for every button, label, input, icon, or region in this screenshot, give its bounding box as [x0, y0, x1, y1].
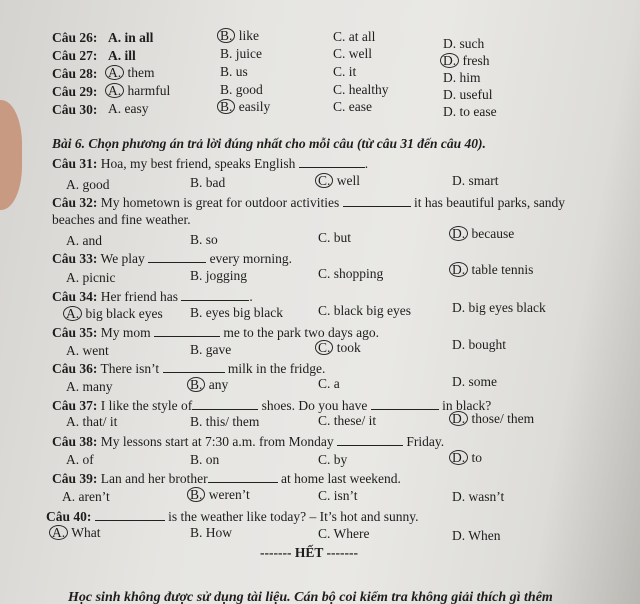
q39-a: A. aren’t: [62, 489, 110, 504]
q33-a: A. picnic: [66, 270, 116, 285]
q27-label: Câu 27:: [52, 48, 98, 63]
q29-label: Câu 29:: [52, 84, 98, 99]
q39-text: Lan and her brother: [100, 471, 208, 486]
q34-label: Câu 34:: [52, 289, 98, 304]
q28-c: C. it: [333, 64, 357, 79]
q28-b: B. us: [220, 64, 248, 79]
q35-d: D. bought: [452, 337, 506, 352]
q33-c: C. shopping: [318, 266, 384, 281]
q40-a-circle: A.: [49, 525, 68, 540]
q30-b: [220, 99, 270, 115]
q33-tail: every morning.: [209, 251, 293, 266]
q38-tail: Friday.: [406, 434, 445, 449]
q34-stem: [52, 288, 253, 305]
q38-a: A. of: [66, 452, 94, 467]
q38-stem: [52, 433, 444, 450]
q31-label: Câu 31:: [52, 156, 98, 171]
q38-d-circle: D.: [449, 450, 468, 465]
q26-b-circle: B.: [217, 28, 235, 43]
q38-d-text: to: [468, 450, 483, 465]
end-marker: ------- HẾT -------: [260, 545, 358, 560]
q36-text: There isn’t: [100, 361, 160, 376]
q40-tail: is the weather like today? – It’s hot and sunny.: [168, 509, 419, 524]
q29-c: C. healthy: [333, 82, 389, 97]
q34-c: C. black big eyes: [318, 303, 411, 318]
section-title: Bài 6. Chọn phương án trả lời đúng nhất cho mỗi câu (từ câu 31 đến câu 40).: [52, 136, 486, 151]
q37-blank2: [371, 397, 439, 410]
q33-blank: [148, 250, 206, 263]
q30-a: A. easy: [108, 101, 149, 116]
q37-a: A. that/ it: [66, 414, 118, 429]
q29-b: B. good: [220, 82, 263, 97]
q38-d: [452, 450, 482, 466]
q28-a: [108, 65, 155, 81]
q34-blank: [181, 288, 249, 301]
q32-cont: beaches and fine weather.: [52, 212, 191, 227]
q36-b-text: any: [205, 377, 229, 392]
q29-a: [108, 83, 170, 99]
q27-d: [443, 53, 490, 69]
q36-blank: [163, 360, 225, 373]
q32-d: [452, 226, 514, 242]
q28-a-text: them: [124, 65, 155, 80]
q34-a-circle: A.: [63, 306, 82, 321]
q32-d-circle: D.: [449, 226, 468, 241]
q35-text: My mom: [100, 325, 151, 340]
q26-b-text: like: [235, 28, 260, 43]
q27-d-circle: D.: [440, 53, 459, 68]
q37-blank1: [192, 397, 258, 410]
q37-d-text: those/ them: [468, 411, 535, 426]
q31-tail: .: [364, 156, 369, 171]
q37-stem: [52, 397, 491, 414]
q40-blank: [95, 508, 165, 521]
q30-b-circle: B.: [217, 99, 235, 114]
q34-a: [66, 306, 163, 322]
q36-tail: milk in the fridge.: [227, 361, 326, 376]
q38-c: C. by: [318, 452, 348, 467]
q40-stem: [46, 508, 418, 525]
q38-label: Câu 38:: [52, 434, 98, 449]
q35-c: [318, 340, 361, 356]
q27-a: A. ill: [108, 48, 136, 63]
q35-c-text: took: [333, 340, 361, 355]
q34-a-text: big black eyes: [82, 306, 163, 321]
q39-label: Câu 39:: [52, 471, 98, 486]
q40-b: B. How: [190, 525, 233, 540]
q29-a-text: harmful: [124, 83, 171, 98]
q32-blank: [343, 194, 411, 207]
q40-c: C. Where: [318, 526, 370, 541]
q37-c: C. these/ it: [318, 413, 377, 428]
q34-tail: .: [249, 289, 253, 304]
q39-stem: [52, 470, 401, 487]
q28-label: Câu 28:: [52, 66, 98, 81]
q40-a: [52, 525, 101, 541]
q31-text: Hoa, my best friend, speaks English: [100, 156, 296, 171]
q36-a: A. many: [66, 379, 113, 394]
q36-d: D. some: [452, 374, 497, 389]
q32-tail: it has beautiful parks, sandy: [413, 195, 566, 210]
q37-d: [452, 411, 534, 427]
q35-stem: [52, 324, 379, 341]
q34-b: B. eyes big black: [190, 305, 283, 320]
q38-b: B. on: [190, 452, 220, 467]
q37-tail: in black?: [442, 398, 492, 413]
q37-label: Câu 37:: [52, 398, 98, 413]
q35-blank: [154, 324, 220, 337]
footer-note: Học sinh không được sử dụng tài liệu. Cán bộ coi kiểm tra không giải thích gì thêm: [68, 590, 553, 604]
q37-b: B. this/ them: [190, 414, 260, 429]
q39-tail: at home last weekend.: [280, 471, 401, 486]
q31-a: A. good: [66, 177, 110, 192]
q30-d: D. to ease: [443, 104, 497, 119]
q31-blank: [299, 155, 365, 168]
q32-d-text: because: [468, 226, 515, 241]
q30-c: C. ease: [333, 99, 372, 114]
q36-c: C. a: [318, 376, 340, 391]
q33-text: We play: [100, 251, 145, 266]
q31-b: B. bad: [190, 175, 226, 190]
q35-a: A. went: [66, 343, 109, 358]
q26-label: Câu 26:: [52, 30, 98, 45]
q33-d-circle: D.: [449, 262, 468, 277]
q33-stem: [52, 250, 292, 267]
q32-label: Câu 32:: [52, 195, 98, 210]
q28-d: D. him: [443, 70, 481, 85]
q37-text: I like the style of: [100, 398, 193, 413]
q36-b: [190, 377, 228, 393]
q34-d: D. big eyes black: [452, 300, 546, 315]
q37-mid: shoes. Do you have: [261, 398, 368, 413]
q35-label: Câu 35:: [52, 325, 98, 340]
q39-b-text: weren’t: [205, 487, 250, 502]
q33-d: [452, 262, 533, 278]
q27-c: C. well: [333, 46, 372, 61]
q26-d: D. such: [443, 36, 485, 51]
q32-text: My hometown is great for outdoor activities: [100, 195, 340, 210]
q29-a-circle: A.: [105, 83, 124, 98]
q40-d: D. When: [452, 528, 501, 543]
q39-b: [190, 487, 250, 503]
q38-blank: [337, 433, 403, 446]
q38-text: My lessons start at 7:30 a.m. from Monday: [100, 434, 334, 449]
q36-stem: [52, 360, 325, 377]
q32-stem: [52, 194, 565, 211]
q34-text: Her friend has: [100, 289, 178, 304]
q39-b-circle: B.: [187, 487, 205, 502]
q31-c: [318, 173, 360, 189]
q36-label: Câu 36:: [52, 361, 98, 376]
q32-a: A. and: [66, 233, 102, 248]
q27-d-text: fresh: [459, 53, 490, 68]
q39-d: D. wasn’t: [452, 489, 505, 504]
q40-label: Câu 40:: [46, 509, 92, 524]
q31-c-circle: C.: [315, 173, 333, 188]
q30-label: Câu 30:: [52, 102, 98, 117]
q40-a-text: What: [68, 525, 101, 540]
q37-d-circle: D.: [449, 411, 468, 426]
q39-c: C. isn’t: [318, 488, 358, 503]
q33-b: B. jogging: [190, 268, 248, 283]
q31-c-text: well: [333, 173, 361, 188]
q31-stem: [52, 155, 368, 172]
q27-b: B. juice: [220, 46, 262, 61]
q31-d: D. smart: [452, 173, 499, 188]
q30-b-text: easily: [235, 99, 271, 114]
q39-blank: [208, 470, 278, 483]
q32-b: B. so: [190, 232, 218, 247]
q26-b: [220, 28, 259, 44]
q35-b: B. gave: [190, 342, 232, 357]
q26-c: C. at all: [333, 29, 376, 44]
q33-label: Câu 33:: [52, 251, 98, 266]
q26-a: A. in all: [108, 30, 154, 45]
q28-a-circle: A.: [105, 65, 124, 80]
q33-d-text: table tennis: [468, 262, 534, 277]
q29-d: D. useful: [443, 87, 493, 102]
finger: [0, 100, 22, 210]
q36-b-circle: B.: [187, 377, 205, 392]
q32-c: C. but: [318, 230, 352, 245]
q35-tail: me to the park two days ago.: [223, 325, 379, 340]
q35-c-circle: C.: [315, 340, 333, 355]
